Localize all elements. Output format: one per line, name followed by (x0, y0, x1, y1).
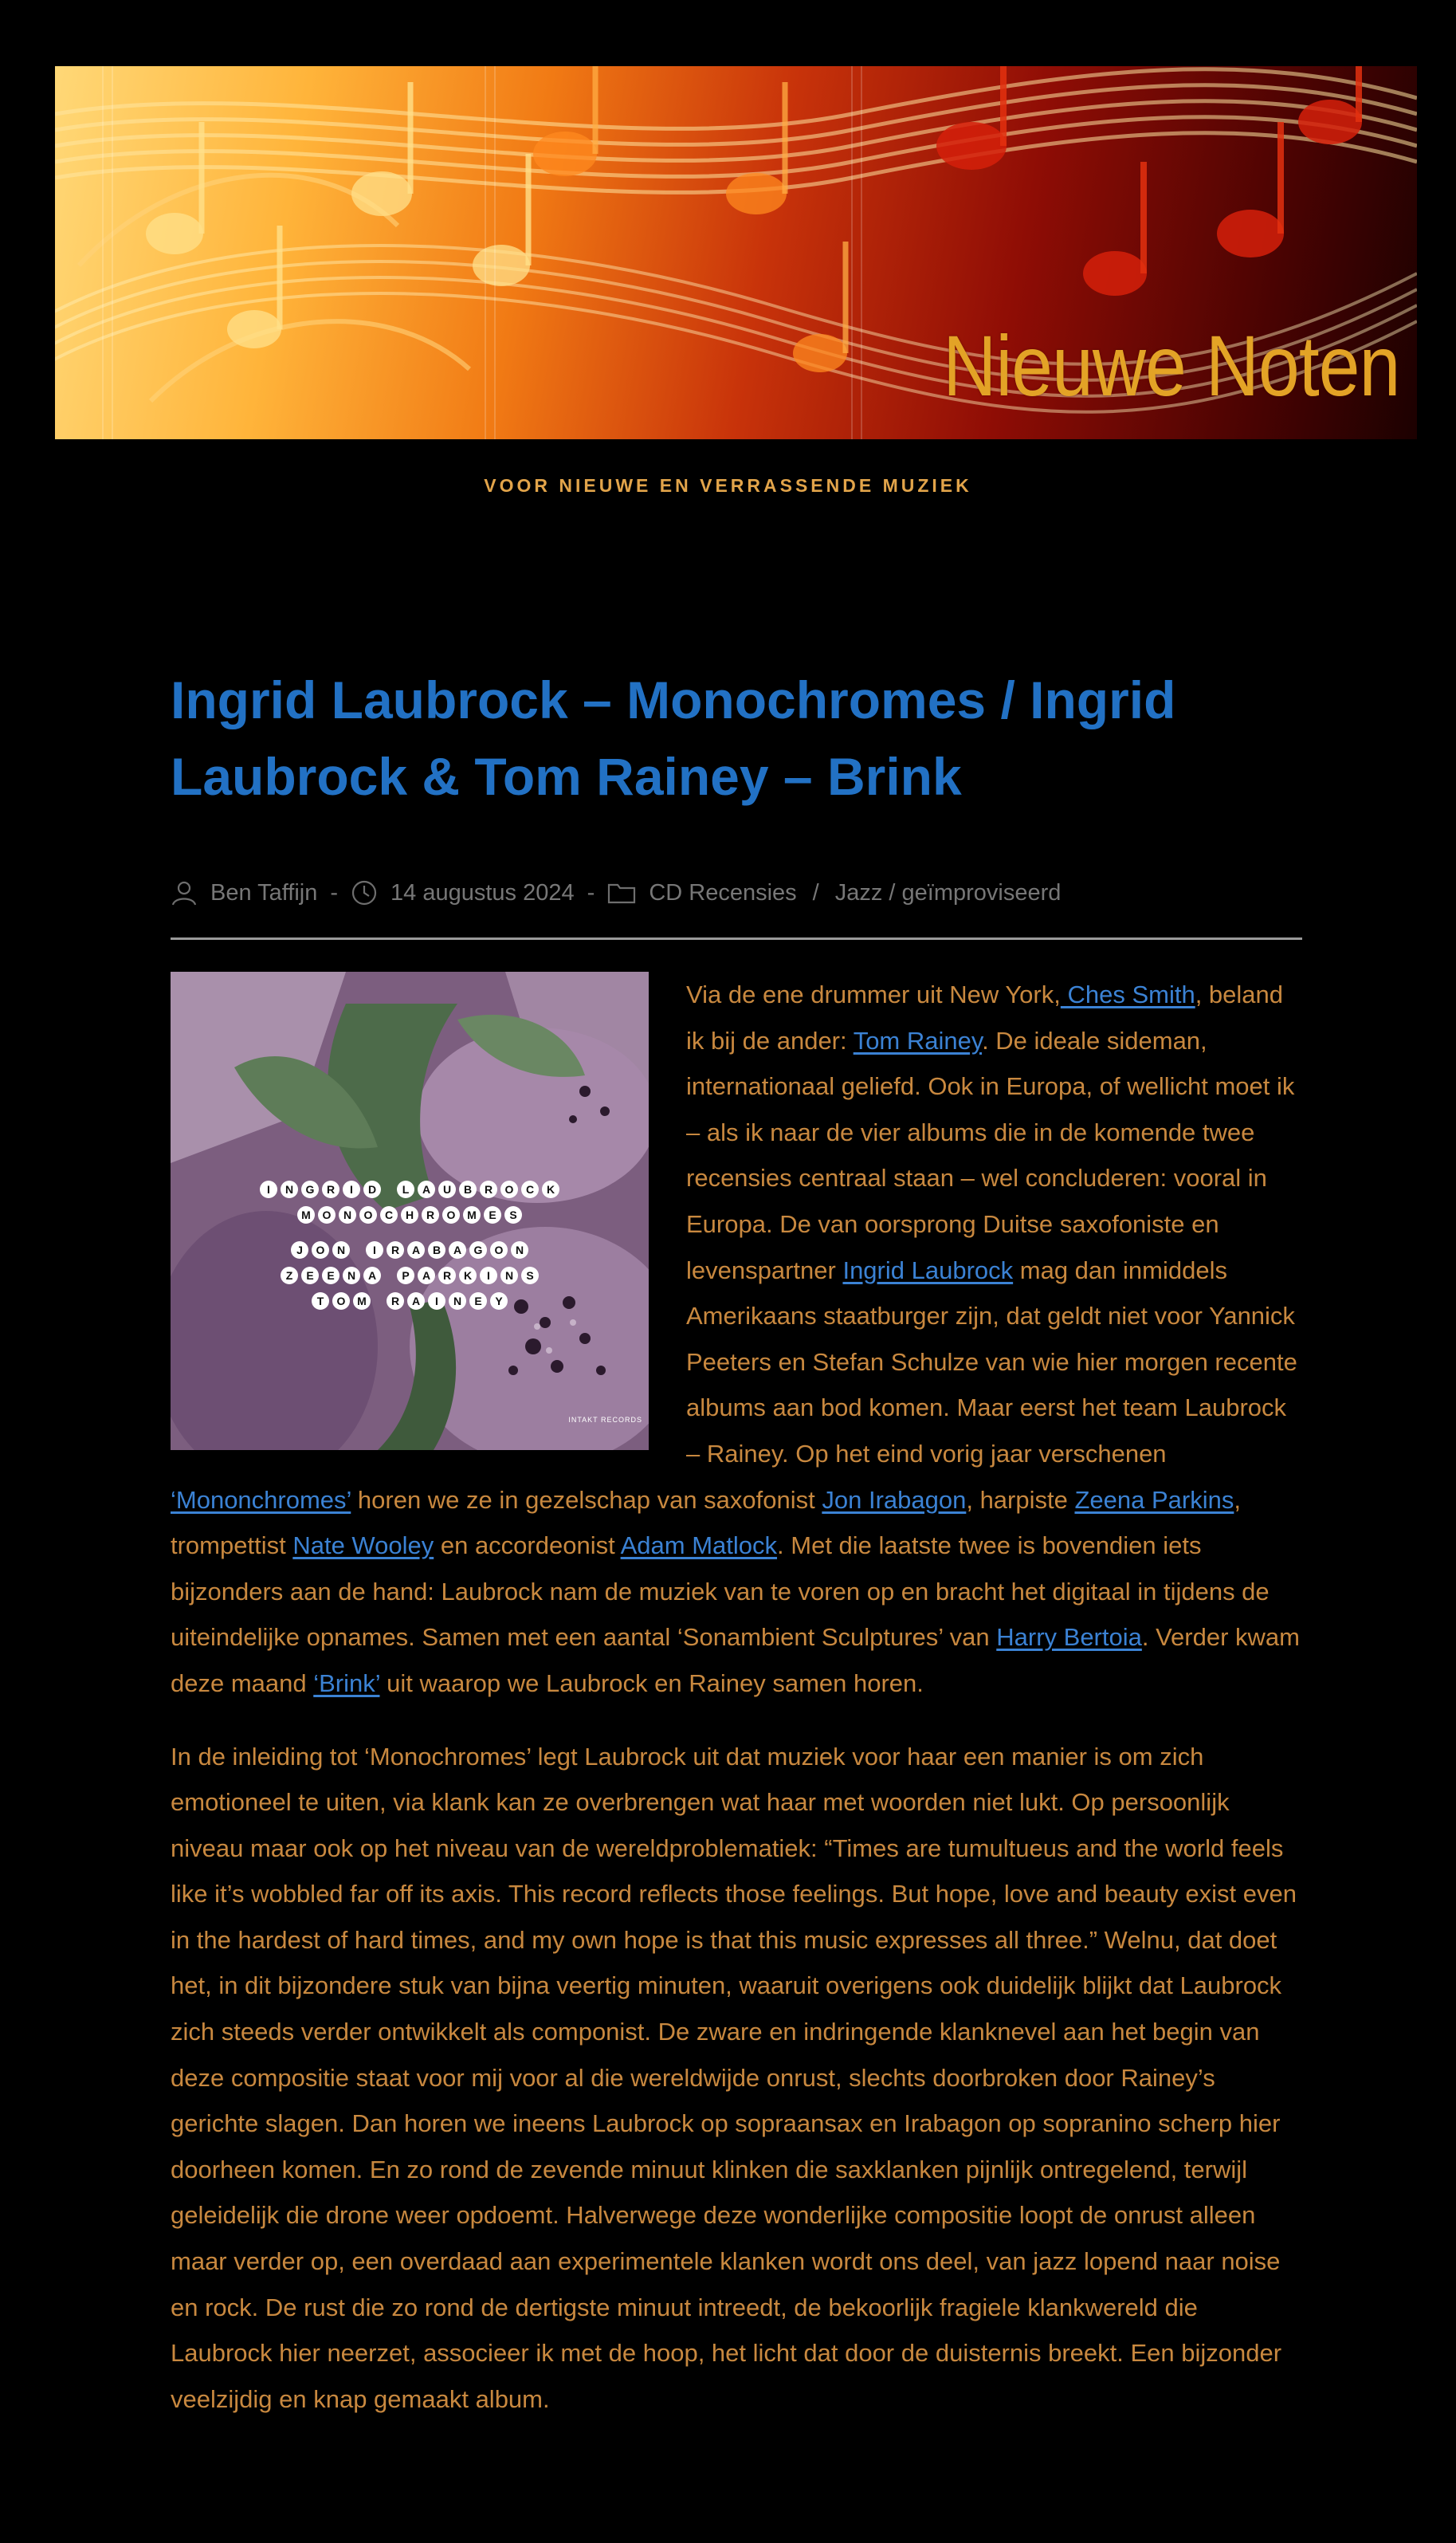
link-monochromes[interactable]: ‘Mononchromes’ (171, 1485, 351, 1514)
album-cover[interactable] (171, 972, 649, 1450)
post-title[interactable]: Ingrid Laubrock – Monochromes / Ingrid Laubrock & Tom Rainey – Brink (171, 670, 1176, 806)
article (171, 662, 1302, 2413)
meta-separator: - (330, 879, 339, 906)
cover-letter-dot: N (511, 1241, 528, 1259)
text-run: , trompettist (171, 1485, 1241, 1560)
post-date: 14 augustus 2024 (390, 879, 575, 906)
cover-line-title (171, 1206, 649, 1230)
cover-letter-dot: N (281, 1181, 298, 1198)
link-jon-irabagon[interactable]: Jon Irabagon (822, 1485, 967, 1514)
cover-letter-dot: R (480, 1181, 497, 1198)
cover-letter-dot (353, 1241, 363, 1259)
cover-letter-dot: E (301, 1267, 319, 1284)
cover-letter-dot: G (301, 1181, 319, 1198)
folder-icon (607, 881, 636, 905)
cover-line-musician (171, 1241, 649, 1265)
cover-letter-dot: H (401, 1206, 418, 1224)
text-run: , harpiste (966, 1485, 1075, 1514)
link-ingrid-laubrock[interactable]: Ingrid Laubrock (842, 1256, 1014, 1284)
cover-letter-dot: O (359, 1206, 377, 1224)
meta-divider (171, 937, 1302, 940)
cover-letter-dot: O (500, 1181, 518, 1198)
link-ches-smith[interactable]: Ches Smith (1060, 981, 1195, 1008)
site-title[interactable]: Nieuwe Noten (942, 317, 1399, 414)
site-tagline: VOOR NIEUWE EN VERRASSENDE MUZIEK (484, 475, 972, 496)
text-run: . Met die laatste twee is bovendien iets bijzonders aan de hand: Laubrock nam de muziek van te voren op en bracht het digitaal in tijdens de uiteindelijke opnames. Samen met een aantal ‘Sonambient Sculptures’ van (171, 1531, 1270, 1652)
cover-letter-dot: B (428, 1241, 445, 1259)
cover-letter-dot: A (363, 1267, 381, 1284)
cover-letter-dot: M (463, 1206, 481, 1224)
cover-letter-dot: S (521, 1267, 539, 1284)
text-run: uit waarop we Laubrock en Rainey samen horen. (379, 1668, 924, 1697)
text-run: . De ideale sideman, internationaal geliefd. Ook in Europa, of wellicht moet ik – als ik naar de vier albums die in de komende twee recensies centraal staan – wel concluderen: vooral in Europa. De van oorsprong Duitse saxofoniste en levenspartner (686, 1026, 1295, 1284)
cover-letter-dot: R (422, 1206, 439, 1224)
cover-text (171, 1181, 649, 1318)
cover-letter-dot: R (322, 1181, 339, 1198)
cover-letter-dot: I (260, 1181, 277, 1198)
text-run: . Verder kwam deze maand (171, 1623, 1300, 1697)
cover-letter-dot: C (380, 1206, 398, 1224)
post-content (171, 972, 1302, 2449)
record-label: INTAKT RECORDS (568, 1416, 642, 1425)
cover-letter-dot: N (339, 1206, 356, 1224)
cover-letter-dot: O (332, 1292, 350, 1310)
link-tom-rainey[interactable]: Tom Rainey (853, 1026, 983, 1055)
cover-letter-dot: J (291, 1241, 308, 1259)
cover-letter-dot: O (490, 1241, 508, 1259)
category-link-jazz[interactable]: Jazz / geïmproviseerd (834, 879, 1062, 906)
text-run: horen we ze in gezelschap van saxofonist (351, 1485, 822, 1514)
category-separator: / (812, 879, 819, 906)
link-zeena-parkins[interactable]: Zeena Parkins (1074, 1485, 1234, 1514)
cover-letter-dot: T (312, 1292, 329, 1310)
text-run: Via de ene drummer uit New York, (686, 981, 1061, 1008)
link-adam-matlock[interactable]: Adam Matlock (620, 1531, 778, 1560)
cover-letter-dot: O (442, 1206, 460, 1224)
cover-letter-dot: I (366, 1241, 383, 1259)
author-icon (171, 879, 198, 906)
text-run: mag dan inmiddels Amerikaans staatburger zijn, dat geldt niet voor Yannick Peeters en Stefan Schulze van wie hier morgen recente albums aan bod komen. Maar eerst het team Laubrock – Rainey. Op het eind vorig jaar verschenen (686, 1256, 1297, 1468)
cover-letter-dot: A (418, 1267, 435, 1284)
cover-letter-dot: Y (490, 1292, 508, 1310)
cover-letter-dot: E (469, 1292, 487, 1310)
cover-line-artist (171, 1181, 649, 1205)
cover-letter-dot: N (449, 1292, 466, 1310)
cover-letter-dot: O (318, 1206, 336, 1224)
cover-letter-dot: A (418, 1181, 435, 1198)
post-meta (171, 871, 1302, 915)
cover-letter-dot: G (469, 1241, 487, 1259)
cover-letter-dot: C (521, 1181, 539, 1198)
post-author-link[interactable]: Ben Taffijn (210, 879, 318, 906)
cover-letter-dot: N (332, 1241, 350, 1259)
cover-letter-dot: M (353, 1292, 371, 1310)
cover-letter-dot: I (428, 1292, 445, 1310)
cover-letter-dot: N (343, 1267, 360, 1284)
header-banner[interactable] (55, 66, 1417, 439)
cover-letter-dot: A (407, 1292, 425, 1310)
cover-letter-dot: N (500, 1267, 518, 1284)
link-harry-bertoia[interactable]: Harry Bertoia (996, 1623, 1142, 1652)
category-link-cd-recensies[interactable]: CD Recensies (649, 879, 797, 906)
cover-letter-dot: R (438, 1267, 456, 1284)
cover-letter-dot (384, 1267, 394, 1284)
cover-letter-dot: R (387, 1292, 404, 1310)
cover-letter-dot (384, 1181, 394, 1198)
cover-letter-dot: L (397, 1181, 414, 1198)
text-run: , beland ik bij de ander: (686, 981, 1284, 1055)
cover-letter-dot: Z (281, 1267, 298, 1284)
cover-letter-dot: D (363, 1181, 381, 1198)
cover-letter-dot: E (484, 1206, 501, 1224)
cover-line-musician (171, 1292, 649, 1316)
cover-letter-dot: K (542, 1181, 559, 1198)
cover-letter-dot: M (297, 1206, 315, 1224)
link-brink[interactable]: ‘Brink’ (313, 1668, 380, 1697)
meta-separator: - (587, 879, 595, 906)
cover-letter-dot: B (459, 1181, 477, 1198)
cover-letter-dot: I (480, 1267, 497, 1284)
cover-letter-dot: P (397, 1267, 414, 1284)
paragraph-2: In de inleiding tot ‘Monochromes’ legt Laubrock uit dat muziek voor haar een manier is om zich emotioneel te uiten, via klank kan ze overbrengen wat haar met woorden niet lukt. Op persoonlijk niveau maar ook op het niveau van de wereldproblematiek: “Times are tumultueus and the world feels like it’s wobbled far off its axis. This record reflects those feelings. But hope, love and beauty exist even in the hardest of hard times, and my own hope is that this music expresses all three.” Welnu, dat doet het, in dit bijzondere stuk van bijna veertig minuten, waaruit overigens ook duidelijk blijkt dat Laubrock zich steeds verder ontwikkelt als componist. De zware en indringende klanknevel aan het begin van deze compositie staat voor mij voor al die wereldwijde onrust, slechts doorbroken door Rainey’s gerichte slagen. Dan horen we ineens Laubrock op sopraansax en Irabagon op sopranino scherp hier doorheen komen. En zo rond de zevende minuut klinken die saxklanken pijnlijk ontregelend, terwijl geleidelijk die drone weer opdoemt. Halverwege deze wonderlijke compositie loopt de onrust alleen maar verder op, een overdaad aan experimentele klanken wordt ons deel, van jazz lopend naar noise en rock. De rust die zo rond de dertigste minuut intreedt, de bekoorlijk fragiele klankwereld die Laubrock hier neerzet, associeer ik met de hoop, het licht dat door de duisternis breekt. Een bijzonder veelzijdig en knap gemaakt album. (171, 1742, 1297, 2413)
cover-letter-dot: R (387, 1241, 404, 1259)
cover-letter-dot: U (438, 1181, 456, 1198)
cover-letter-dot (374, 1292, 383, 1310)
link-nate-wooley[interactable]: Nate Wooley (292, 1531, 434, 1560)
cover-letter-dot: I (343, 1181, 360, 1198)
cover-letter-dot: A (407, 1241, 425, 1259)
cover-letter-dot: A (449, 1241, 466, 1259)
cover-letter-dot: E (322, 1267, 339, 1284)
clock-icon (351, 879, 378, 906)
cover-letter-dot: K (459, 1267, 477, 1284)
cover-letter-dot: O (312, 1241, 329, 1259)
cover-line-musician (171, 1267, 649, 1291)
text-run: en accordeonist (434, 1531, 621, 1560)
cover-letter-dot: S (504, 1206, 522, 1224)
